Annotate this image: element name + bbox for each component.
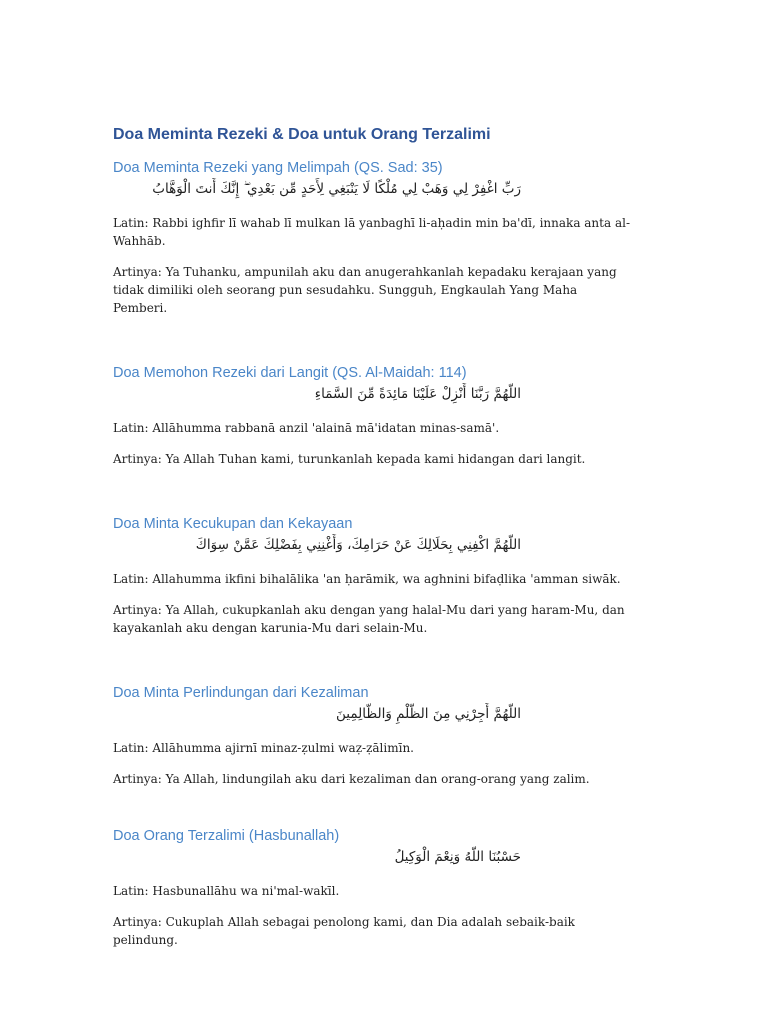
section-heading: Doa Memohon Rezeki dari Langit (QS. Al-Maidah: 114) (113, 365, 467, 381)
latin-text: Latin: Allāhumma rabbanā anzil 'alainā mā'idatan minas-samā'. (113, 421, 500, 435)
artinya-text: Artinya: Ya Allah Tuhan kami, turunkanlah kepada kami hidangan dari langit. (113, 452, 586, 466)
doa-section-perlindungan (113, 683, 633, 788)
page-title: Doa Meminta Rezeki & Doa untuk Orang Terzalimi (113, 126, 491, 143)
document-page (113, 124, 633, 962)
section-heading: Doa Meminta Rezeki yang Melimpah (QS. Sad: 35) (113, 160, 443, 176)
latin-text: Latin: Hasbunallāhu wa ni'mal-wakīl. (113, 884, 340, 898)
doa-section-rezeki-langit (113, 363, 633, 468)
doa-section-rezeki-melimpah (113, 158, 633, 317)
section-heading: Doa Minta Kecukupan dan Kekayaan (113, 516, 353, 532)
artinya-text: Artinya: Ya Allah, cukupkanlah aku dengan yang halal-Mu dari yang haram-Mu, dan kayakanlah aku dengan karunia-Mu dari selain-Mu. (113, 603, 625, 635)
arabic-text: اللَّهُمَّ اكْفِنِي بِحَلَالِكَ عَنْ حَرَامِكَ، وَأَغْنِنِي بِفَضْلِكَ عَمَّنْ سِوَاكَ (195, 537, 521, 553)
latin-text: Latin: Rabbi ighfir lī wahab lī mulkan lā yanbaghī li-aḥadin min ba'dī, innaka anta al-Wahhāb. (113, 216, 631, 248)
arabic-text: اللَّهُمَّ أَجِرْنِي مِنَ الظُّلْمِ وَالظَّالِمِينَ (336, 706, 521, 722)
artinya-text: Artinya: Cukuplah Allah sebagai penolong kami, dan Dia adalah sebaik-baik pelindung. (113, 915, 575, 947)
doa-section-kecukupan (113, 514, 633, 637)
arabic-text: حَسْبُنَا اللَّهُ وَنِعْمَ الْوَكِيلُ (394, 849, 521, 865)
section-heading: Doa Orang Terzalimi (Hasbunallah) (113, 828, 340, 844)
arabic-text: اللَّهُمَّ رَبَّنَا أَنْزِلْ عَلَيْنَا مَائِدَةً مِّنَ السَّمَاءِ (314, 386, 521, 402)
artinya-text: Artinya: Ya Tuhanku, ampunilah aku dan anugerahkanlah kepadaku kerajaan yang tidak dimiliki oleh seorang pun sesudahku. Sungguh, Engkaulah Yang Maha Pemberi. (113, 265, 617, 315)
doa-section-hasbunallah (113, 826, 633, 949)
section-heading: Doa Minta Perlindungan dari Kezaliman (113, 685, 369, 701)
latin-text: Latin: Allāhumma ajirnī minaz-ẓulmi waẓ-ẓālimīn. (113, 741, 414, 755)
arabic-text: رَبِّ اغْفِرْ لِي وَهَبْ لِي مُلْكًا لَا يَنْبَغِي لِأَحَدٍ مِّن بَعْدِي ۖ إِنَّكَ أَنتَ الْوَهَّابُ (152, 181, 521, 197)
artinya-text: Artinya: Ya Allah, lindungilah aku dari kezaliman dan orang-orang yang zalim. (113, 772, 590, 786)
latin-text: Latin: Allahumma ikfini bihalālika 'an ḥarāmik, wa aghnini bifaḍlika 'amman siwāk. (113, 572, 621, 586)
